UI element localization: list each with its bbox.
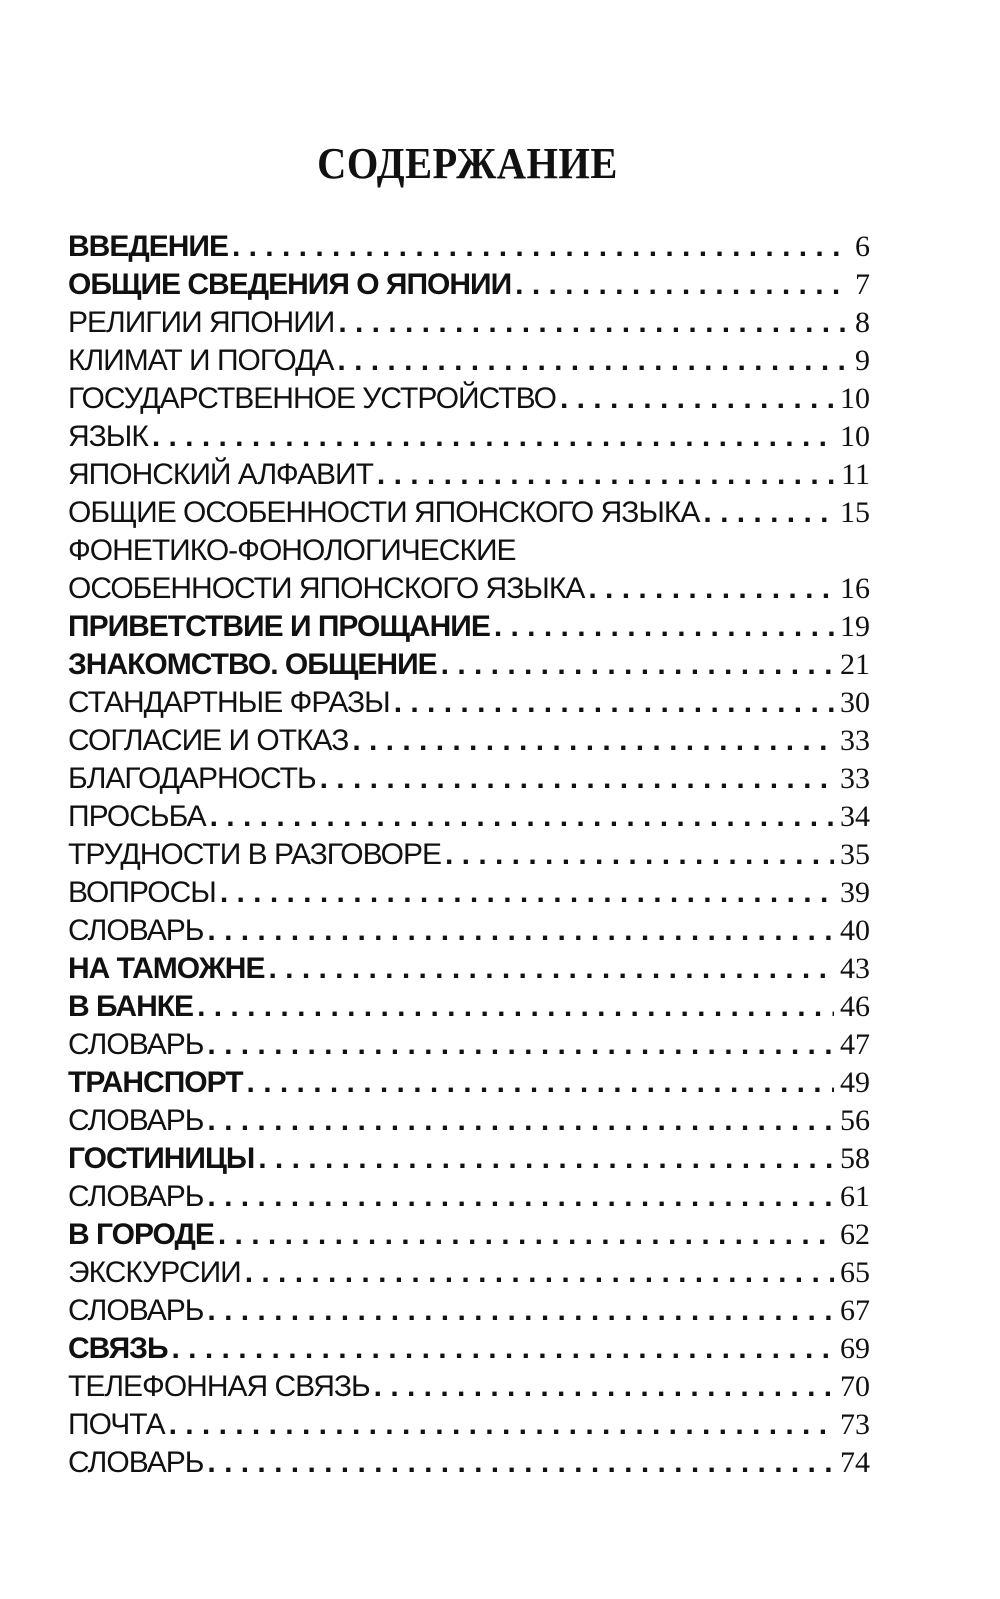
dot-leader xyxy=(515,266,849,304)
toc-entry xyxy=(68,608,870,646)
dot-leader xyxy=(703,494,834,532)
dot-leader xyxy=(207,1026,834,1064)
toc-entry xyxy=(68,1292,870,1330)
toc-page-number: 7 xyxy=(855,268,870,301)
toc-entry-label: ФОНЕТИКО-ФОНОЛОГИЧЕСКИЕ xyxy=(68,534,516,567)
dot-leader xyxy=(169,1406,834,1444)
toc-page-number: 30 xyxy=(840,686,870,719)
toc-entry xyxy=(68,950,870,988)
toc-page-number: 40 xyxy=(840,914,870,947)
toc-page-number: 69 xyxy=(840,1332,870,1365)
toc-page-number: 33 xyxy=(840,762,870,795)
dot-leader xyxy=(377,456,835,494)
toc-entry-label: В ГОРОДЕ xyxy=(68,1218,214,1251)
dot-leader xyxy=(232,228,849,266)
toc-entry-label: ПРИВЕТСТВИЕ И ПРОЩАНИЕ xyxy=(68,610,490,643)
toc-entry xyxy=(68,1406,870,1444)
toc-entry xyxy=(68,798,870,836)
toc-entry-label: ТЕЛЕФОННАЯ СВЯЗЬ xyxy=(68,1370,370,1403)
dot-leader xyxy=(197,988,834,1026)
dot-leader xyxy=(337,342,849,380)
toc-entry xyxy=(68,266,870,304)
toc-page-number: 47 xyxy=(840,1028,870,1061)
toc-page-number: 61 xyxy=(840,1180,870,1213)
toc-entry xyxy=(68,1254,870,1292)
toc-page-number: 16 xyxy=(840,572,870,605)
dot-leader xyxy=(172,1330,834,1368)
toc-entry-label: ГОСУДАРСТВЕННОЕ УСТРОЙСТВО xyxy=(68,382,556,415)
toc-entry-label: ОБЩИЕ ОСОБЕННОСТИ ЯПОНСКОГО ЯЗЫКА xyxy=(68,496,700,529)
dot-leader xyxy=(207,1102,834,1140)
toc-entry xyxy=(68,988,870,1026)
toc-entry-label: ТРУДНОСТИ В РАЗГОВОРЕ xyxy=(68,838,441,871)
toc-entry xyxy=(68,836,870,874)
dot-leader xyxy=(207,1178,834,1216)
dot-leader xyxy=(207,1444,834,1482)
dot-leader xyxy=(207,1292,834,1330)
dot-leader xyxy=(268,950,834,988)
dot-leader xyxy=(320,760,834,798)
toc-page-number: 46 xyxy=(840,990,870,1023)
toc-entry xyxy=(68,532,870,608)
toc-entry-label: ПРОСЬБА xyxy=(68,800,206,833)
toc-entry-label: ЯПОНСКИЙ АЛФАВИТ xyxy=(68,458,373,491)
toc-page-number: 35 xyxy=(840,838,870,871)
toc-entry xyxy=(68,684,870,722)
table-of-contents xyxy=(68,228,870,1482)
toc-page-number: 19 xyxy=(840,610,870,643)
toc-page-number: 21 xyxy=(840,648,870,681)
toc-page-number: 10 xyxy=(840,382,870,415)
toc-entry-label: СТАНДАРТНЫЕ ФРАЗЫ xyxy=(68,686,390,719)
toc-page-number: 73 xyxy=(840,1408,870,1441)
toc-page-number: 10 xyxy=(840,420,870,453)
dot-leader xyxy=(247,1064,834,1102)
toc-entry-label: СВЯЗЬ xyxy=(68,1332,168,1365)
toc-entry xyxy=(68,760,870,798)
toc-entry-label: ОБЩИЕ СВЕДЕНИЯ О ЯПОНИИ xyxy=(68,268,512,301)
toc-entry-label: СЛОВАРЬ xyxy=(68,1294,204,1327)
toc-entry xyxy=(68,1178,870,1216)
toc-entry xyxy=(68,1216,870,1254)
toc-entry xyxy=(68,1026,870,1064)
toc-entry xyxy=(68,494,870,532)
dot-leader xyxy=(394,684,834,722)
toc-page-number: 39 xyxy=(840,876,870,909)
dot-leader xyxy=(374,1368,834,1406)
toc-entry-label: СОГЛАСИЕ И ОТКАЗ xyxy=(68,724,349,757)
dot-leader xyxy=(494,608,834,646)
toc-page-number: 62 xyxy=(840,1218,870,1251)
toc-page-number: 56 xyxy=(840,1104,870,1137)
dot-leader xyxy=(220,874,834,912)
toc-page-number: 9 xyxy=(855,344,870,377)
toc-entry xyxy=(68,380,870,418)
dot-leader xyxy=(245,1254,834,1292)
toc-entry-label: БЛАГОДАРНОСТЬ xyxy=(68,762,316,795)
toc-entry-label: ВОПРОСЫ xyxy=(68,876,216,909)
toc-entry-label: ВВЕДЕНИЕ xyxy=(68,230,228,263)
toc-entry-label: ГОСТИНИЦЫ xyxy=(68,1142,255,1175)
toc-page-number: 8 xyxy=(855,306,870,339)
toc-entry-label: СЛОВАРЬ xyxy=(68,1104,204,1137)
toc-entry xyxy=(68,1444,870,1482)
toc-entry xyxy=(68,456,870,494)
toc-page-number: 34 xyxy=(840,800,870,833)
toc-page-number: 70 xyxy=(840,1370,870,1403)
toc-entry xyxy=(68,1368,870,1406)
toc-entry xyxy=(68,1064,870,1102)
toc-entry-label: СЛОВАРЬ xyxy=(68,1028,204,1061)
toc-entry xyxy=(68,1102,870,1140)
toc-entry-label: РЕЛИГИИ ЯПОНИИ xyxy=(68,306,335,339)
toc-entry xyxy=(68,342,870,380)
toc-entry xyxy=(68,1330,870,1368)
toc-page-number: 65 xyxy=(840,1256,870,1289)
toc-page-number: 58 xyxy=(840,1142,870,1175)
toc-entry xyxy=(68,304,870,342)
toc-page-number: 6 xyxy=(855,230,870,263)
toc-entry-label-continued: ОСОБЕННОСТИ ЯПОНСКОГО ЯЗЫКА xyxy=(68,572,585,605)
toc-entry-label: СЛОВАРЬ xyxy=(68,914,204,947)
dot-leader xyxy=(445,836,834,874)
toc-entry-label: ТРАНСПОРТ xyxy=(68,1066,243,1099)
page-title: СОДЕРЖАНИЕ xyxy=(317,139,618,188)
toc-page-number: 33 xyxy=(840,724,870,757)
toc-entry-label: ЗНАКОМСТВО. ОБЩЕНИЕ xyxy=(68,648,437,681)
toc-entry xyxy=(68,228,870,266)
dot-leader xyxy=(588,570,834,608)
toc-entry xyxy=(68,418,870,456)
toc-entry-label: СЛОВАРЬ xyxy=(68,1180,204,1213)
toc-entry-label: ПОЧТА xyxy=(68,1408,165,1441)
toc-entry xyxy=(68,874,870,912)
toc-entry xyxy=(68,1140,870,1178)
toc-page-number: 43 xyxy=(840,952,870,985)
dot-leader xyxy=(560,380,834,418)
toc-page-number: 74 xyxy=(840,1446,870,1479)
toc-page-number: 11 xyxy=(841,458,870,491)
toc-entry-label: СЛОВАРЬ xyxy=(68,1446,204,1479)
toc-page-number: 49 xyxy=(840,1066,870,1099)
toc-page-number: 67 xyxy=(840,1294,870,1327)
toc-entry-label: НА ТАМОЖНЕ xyxy=(68,952,265,985)
toc-entry xyxy=(68,646,870,684)
dot-leader xyxy=(352,722,834,760)
toc-entry-label: КЛИМАТ И ПОГОДА xyxy=(68,344,334,377)
toc-entry xyxy=(68,722,870,760)
toc-entry-label: В БАНКЕ xyxy=(68,990,194,1023)
dot-leader xyxy=(258,1140,834,1178)
dot-leader xyxy=(338,304,849,342)
dot-leader xyxy=(441,646,834,684)
dot-leader xyxy=(218,1216,834,1254)
toc-entry-label: ЭКСКУРСИИ xyxy=(68,1256,241,1289)
toc-entry xyxy=(68,912,870,950)
dot-leader xyxy=(210,798,834,836)
toc-entry-label: ЯЗЫК xyxy=(68,420,148,453)
toc-page-number: 15 xyxy=(840,496,870,529)
dot-leader xyxy=(207,912,834,950)
dot-leader xyxy=(152,418,834,456)
